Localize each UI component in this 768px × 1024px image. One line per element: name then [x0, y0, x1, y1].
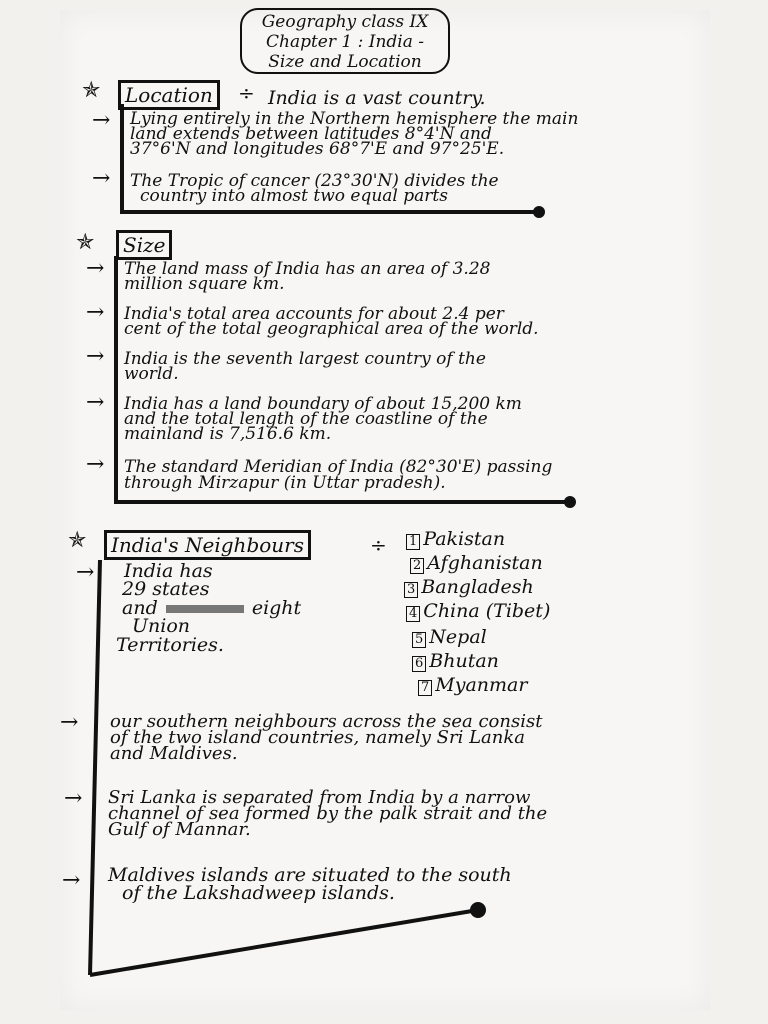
neighbour-name: Myanmar — [435, 674, 528, 696]
arrow-icon: → — [76, 560, 95, 585]
location-point-2-line-2: country into almost two equal parts — [140, 186, 448, 206]
states-note-line-1: India has — [124, 560, 213, 582]
neighbours-point-3-line-1: Maldives islands are situated to the south — [108, 864, 512, 886]
neighbour-name: Pakistan — [423, 528, 506, 550]
location-point-2-line-1: The Tropic of cancer (23°30'N) divides the — [130, 171, 499, 191]
states-note-and: and — [122, 597, 158, 619]
size-point-2-line-2: cent of the total geographical area of the world. — [124, 319, 539, 339]
neighbour-name: Afghanistan — [427, 552, 543, 574]
size-point-5-line-1: The standard Meridian of India (82°30'E) passing — [124, 457, 553, 477]
star-icon: ✯ — [68, 528, 87, 553]
size-point-3-line-2: world. — [124, 364, 179, 384]
neighbour-name: China (Tibet) — [423, 600, 551, 622]
neighbour-number: 3 — [404, 582, 418, 598]
location-heading: Location — [118, 80, 220, 110]
size-point-4-line-2: and the total length of the coastline of the — [124, 409, 488, 429]
states-note-line-4: Union — [132, 615, 191, 637]
arrow-icon: → — [86, 300, 105, 325]
arrow-icon: → — [86, 344, 105, 369]
size-point-2-line-1: India's total area accounts for about 2.4 per — [124, 304, 504, 324]
neighbours-point-2-line-2: channel of sea formed by the palk strait and the — [108, 803, 548, 824]
arrow-icon: → — [86, 390, 105, 415]
neighbour-number: 7 — [418, 680, 432, 696]
neighbour-number: 4 — [406, 606, 420, 622]
neighbour-number: 2 — [410, 558, 424, 574]
arrow-icon: → — [64, 786, 83, 811]
title-line-2: Chapter 1 : India - — [265, 32, 424, 52]
neighbour-number: 5 — [412, 632, 426, 648]
states-note-eight: eight — [251, 597, 302, 619]
neighbours-heading: India's Neighbours — [104, 530, 311, 560]
size-point-3-line-1: India is the seventh largest country of the — [124, 349, 486, 369]
size-heading: Size — [116, 230, 172, 260]
neighbour-number: 1 — [406, 534, 420, 550]
arrow-icon: → — [60, 710, 79, 735]
arrow-icon: → — [92, 108, 111, 133]
size-point-1-line-2: million square km. — [124, 274, 285, 294]
states-note-line-5: Territories. — [116, 634, 224, 656]
location-point-1-line-3: 37°6'N and longitudes 68°7'E and 97°25'E. — [130, 139, 505, 159]
arrow-icon: → — [92, 166, 111, 191]
arrow-icon: → — [62, 868, 81, 893]
arrow-icon: → — [86, 256, 105, 281]
location-intro: India is a vast country. — [268, 87, 486, 109]
colon-symbol: ÷ — [370, 533, 387, 557]
size-point-4-line-1: India has a land boundary of about 15,200 km — [124, 394, 522, 414]
neighbours-point-1-line-1: our southern neighbours across the sea consist — [110, 711, 543, 732]
neighbour-name: Bangladesh — [421, 576, 534, 598]
star-icon: ✯ — [76, 230, 95, 255]
neighbour-name: Nepal — [429, 626, 487, 648]
neighbours-point-1-line-2: of the two island countries, namely Sri Lanka — [110, 727, 525, 748]
neighbour-name: Bhutan — [429, 650, 499, 672]
title-line-1: Geography class IX — [261, 12, 429, 32]
location-point-1-line-2: land extends between latitudes 8°4'N and — [130, 124, 492, 144]
size-point-1-line-1: The land mass of India has an area of 3.28 — [124, 259, 491, 279]
neighbour-number: 6 — [412, 656, 426, 672]
neighbours-point-2-line-1: Sri Lanka is separated from India by a narrow — [108, 787, 531, 808]
arrow-icon: → — [86, 452, 105, 477]
location-point-1-line-1: Lying entirely in the Northern hemisphere the main — [130, 109, 579, 129]
colon-symbol: ÷ — [238, 81, 255, 105]
states-note-line-2: 29 states — [122, 578, 210, 600]
neighbours-point-2-line-3: Gulf of Mannar. — [108, 819, 251, 840]
star-icon: ✯ — [82, 78, 101, 103]
title-line-3: Size and Location — [268, 52, 422, 72]
size-point-4-line-3: mainland is 7,516.6 km. — [124, 424, 332, 444]
neighbours-point-1-line-3: and Maldives. — [110, 743, 238, 764]
neighbours-point-3-line-2: of the Lakshadweep islands. — [122, 882, 395, 904]
size-point-5-line-2: through Mirzapur (in Uttar pradesh). — [124, 473, 446, 493]
